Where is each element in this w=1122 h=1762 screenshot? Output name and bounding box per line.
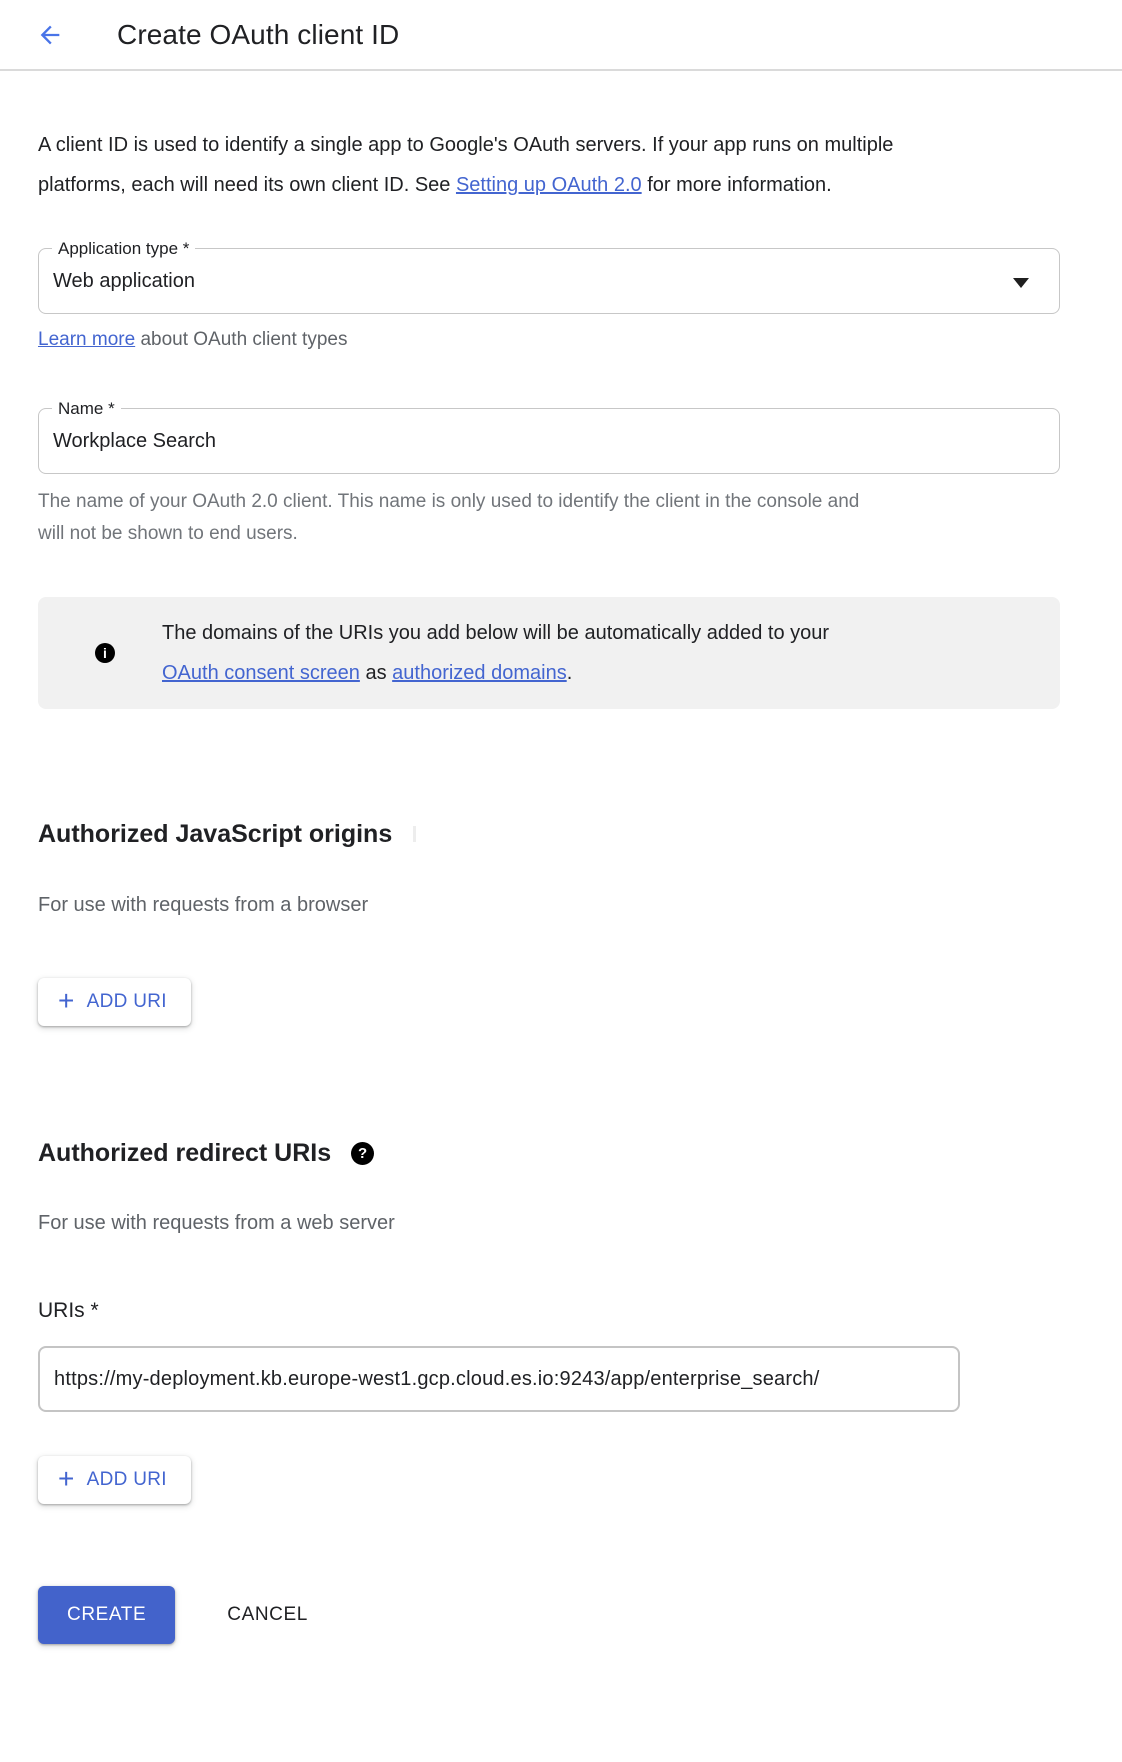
name-input[interactable] xyxy=(39,409,1059,473)
intro-text-2: for more information. xyxy=(641,174,832,196)
banner-text-1: The domains of the URIs you add below will be automatically added to your xyxy=(162,622,830,644)
add-uri-label: ADD URI xyxy=(86,1469,167,1490)
help-icon[interactable]: ? xyxy=(351,1142,374,1165)
redirect-uri-input[interactable] xyxy=(38,1346,960,1412)
redirect-uris-heading xyxy=(38,1136,1060,1170)
actions-row xyxy=(38,1586,1060,1644)
back-arrow-icon xyxy=(36,21,64,49)
help-icon-faded xyxy=(413,826,416,842)
js-origins-subtext: For use with requests from a browser xyxy=(38,894,369,916)
main-content xyxy=(0,125,1122,1644)
add-js-origin-uri-button[interactable] xyxy=(38,978,191,1026)
dropdown-arrow-icon xyxy=(1013,278,1029,288)
name-label: Name * xyxy=(52,399,121,418)
back-button[interactable] xyxy=(35,20,65,50)
name-helper-text: The name of your OAuth 2.0 client. This name is only used to identify the client in the console and will not be shown to end users. xyxy=(38,491,860,544)
name-field xyxy=(38,399,1060,474)
authorized-domains-link[interactable]: authorized domains xyxy=(392,662,567,684)
add-redirect-uri-button[interactable] xyxy=(38,1456,191,1504)
application-type-label: Application type * xyxy=(52,239,195,258)
info-banner-text xyxy=(162,613,874,693)
plus-icon: + xyxy=(58,1463,75,1494)
intro-text-1: A client ID is used to identify a single app to Google's OAuth servers. If your app runs on multiple platforms, each will need its own client ID. See xyxy=(38,134,894,196)
info-banner xyxy=(38,597,1060,709)
intro-paragraph xyxy=(38,125,958,205)
banner-text-3: . xyxy=(566,662,573,684)
learn-more-rest: about OAuth client types xyxy=(135,329,348,350)
js-origins-heading-text: Authorized JavaScript origins xyxy=(38,820,393,848)
application-type-select[interactable] xyxy=(38,239,1060,314)
redirect-uris-subtext: For use with requests from a web server xyxy=(38,1212,395,1234)
application-type-value: Web application xyxy=(53,269,195,292)
setting-up-oauth-link[interactable]: Setting up OAuth 2.0 xyxy=(455,174,642,196)
learn-more-link[interactable]: Learn more xyxy=(38,329,136,350)
add-uri-label: ADD URI xyxy=(86,991,167,1012)
info-icon: i xyxy=(95,643,115,663)
oauth-consent-screen-link[interactable]: OAuth consent screen xyxy=(162,662,360,684)
cancel-button[interactable]: CANCEL xyxy=(227,1604,308,1625)
plus-icon: + xyxy=(58,985,75,1016)
uris-label: URIs * xyxy=(38,1299,99,1322)
redirect-uris-heading-text: Authorized redirect URIs xyxy=(38,1139,332,1167)
js-origins-heading xyxy=(38,817,1060,851)
learn-more-line xyxy=(38,328,1060,352)
create-button[interactable]: CREATE xyxy=(38,1586,175,1644)
page-header xyxy=(0,0,1122,71)
page-title: Create OAuth client ID xyxy=(117,18,400,50)
banner-text-2: as xyxy=(359,662,393,684)
